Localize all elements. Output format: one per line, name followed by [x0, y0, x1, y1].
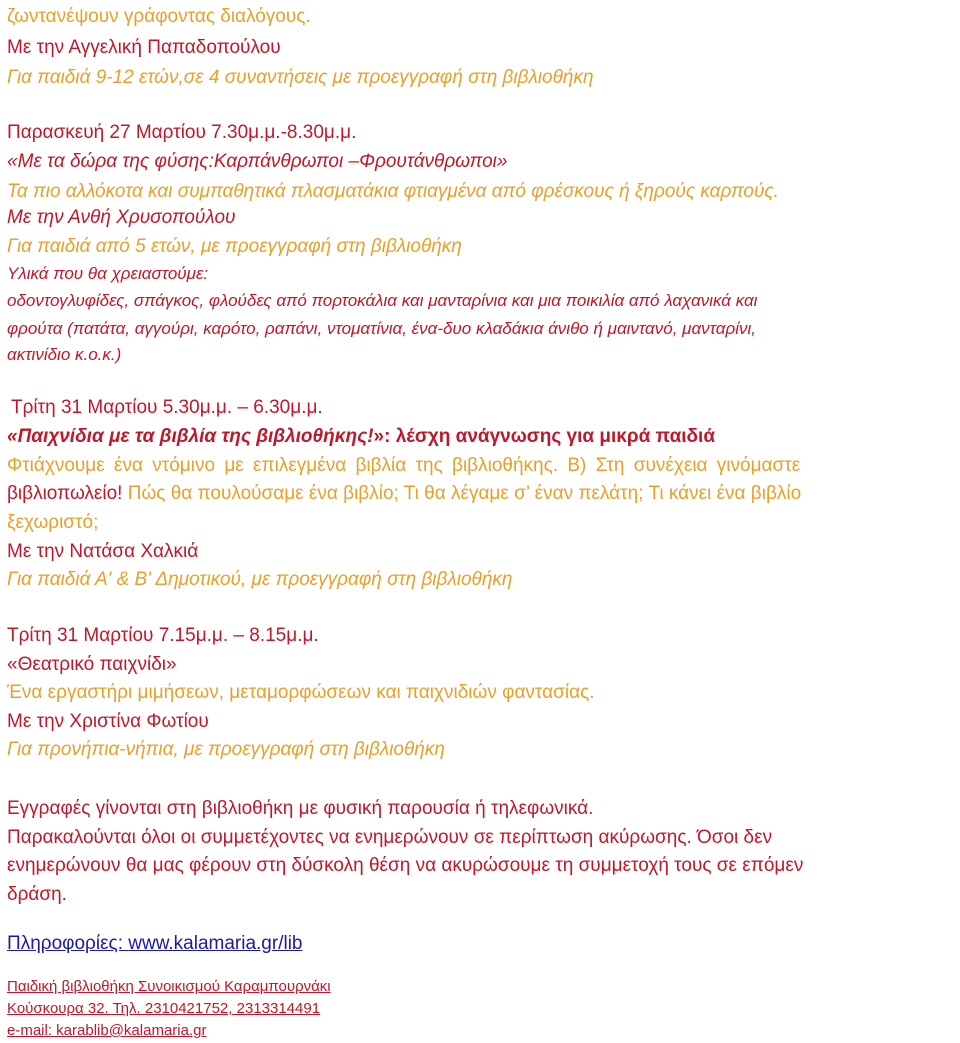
event3-audience: Για προνήπια-νήπια, με προεγγραφή στη βιβλιοθήκη — [7, 739, 445, 760]
event2-desc-red: βιβλιοπωλείο! — [7, 483, 123, 504]
info-link[interactable]: www.kalamaria.gr/lib — [128, 933, 303, 954]
event3-title: «Θεατρικό παιχνίδι» — [7, 654, 177, 675]
notes-line1: Εγγραφές γίνονται στη βιβλιοθήκη με φυσική παρουσία ή τηλεφωνικά. — [7, 798, 594, 819]
event1-audience: Για παιδιά από 5 ετών, με προεγγραφή στη βιβλιοθήκη — [7, 236, 462, 257]
intro-line: ζωντανέψουν γράφοντας διαλόγους. — [7, 6, 311, 27]
event2-title-rest: »: λέσχη ανάγνωσης για μικρά παιδιά — [373, 426, 716, 447]
event1-date: Παρασκευή 27 Μαρτίου 7.30μ.μ.-8.30μ.μ. — [7, 122, 357, 143]
notes-line4: δράση. — [7, 884, 67, 905]
footer-address: Κούσκουρα 32. Τηλ. 2310421752, 2313314491 — [7, 1000, 321, 1017]
event1-subtitle: Τα πιο αλλόκοτα και συμπαθητικά πλασματάκια φτιαγμένα από φρέσκους ή ξηρούς καρπούς. — [7, 181, 779, 202]
event3-presenter: Με την Χριστίνα Φωτίου — [7, 711, 209, 732]
event2-desc-line2 — [7, 482, 801, 506]
notes-line2: Παρακαλούνται όλοι οι συμμετέχοντες να ενημερώνουν σε περίπτωση ακύρωσης. Όσοι δεν — [7, 827, 773, 848]
footer-name: Παιδική βιβλιοθήκη Συνοικισμού Καραμπουρνάκι — [7, 978, 331, 995]
event1-title: «Με τα δώρα της φύσης:Καρπάνθρωποι –Φρουτάνθρωποι» — [7, 151, 508, 172]
event1-presenter: Με την Ανθή Χρυσοπούλου — [7, 207, 236, 228]
event1-materials-line3: ακτινίδιο κ.ο.κ.) — [7, 345, 122, 364]
event1-materials-line1: οδοντογλυφίδες, σπάγκος, φλούδες από πορτοκάλια και μανταρίνια και μια ποικιλία από λαχανικά και — [7, 291, 758, 310]
event2-title-italic: «Παιχνίδια με τα βιβλία της βιβλιοθήκης! — [7, 426, 374, 447]
footer-email[interactable]: e-mail: karablib@kalamaria.gr — [7, 1022, 207, 1039]
event2-desc-line3: ξεχωριστό; — [7, 512, 99, 533]
event2-title — [7, 425, 715, 449]
event2-desc-line1: Φτιάχνουμε ένα ντόμινο με επιλεγμένα βιβλία της βιβλιοθήκης. Β) Στη συνέχεια γινόμαστε — [7, 455, 801, 476]
event2-audience: Για παιδιά Α' & Β' Δημοτικού, με προεγγραφή στη βιβλιοθήκη — [7, 569, 513, 590]
notes-line3: ενημερώνουν θα μας φέρουν στη δύσκολη θέση να ακυρώσουμε τη συμμετοχή τους σε επόμεν — [7, 855, 804, 876]
event2-desc-rest: Πώς θα πουλούσαμε ένα βιβλίο; Τι θα λέγαμε σ’ έναν πελάτη; Τι κάνει ένα βιβλίο — [122, 483, 802, 504]
event1-materials-line2: φρούτα (πατάτα, αγγούρι, καρότο, ραπάνι, ντοματίνια, ένα-δυο κλαδάκια άνιθο ή μαιντανό, μανταρίνι, — [7, 319, 756, 338]
info-label: Πληροφορίες: — [7, 933, 129, 954]
event1-materials-heading: Υλικά που θα χρειαστούμε: — [7, 264, 209, 283]
event3-date: Τρίτη 31 Μαρτίου 7.15μ.μ. – 8.15μ.μ. — [7, 625, 319, 646]
info-line[interactable] — [7, 932, 303, 956]
presenter-1: Με την Αγγελική Παπαδοπούλου — [7, 37, 281, 58]
event2-presenter: Με την Νατάσα Χαλκιά — [7, 541, 199, 562]
event2-date: Τρίτη 31 Μαρτίου 5.30μ.μ. – 6.30μ.μ. — [11, 397, 323, 418]
audience-1: Για παιδιά 9-12 ετών,σε 4 συναντήσεις με προεγγραφή στη βιβλιοθήκη — [7, 67, 594, 88]
event3-desc: Ένα εργαστήρι μιμήσεων, μεταμορφώσεων και παιχνιδιών φαντασίας. — [7, 682, 595, 703]
